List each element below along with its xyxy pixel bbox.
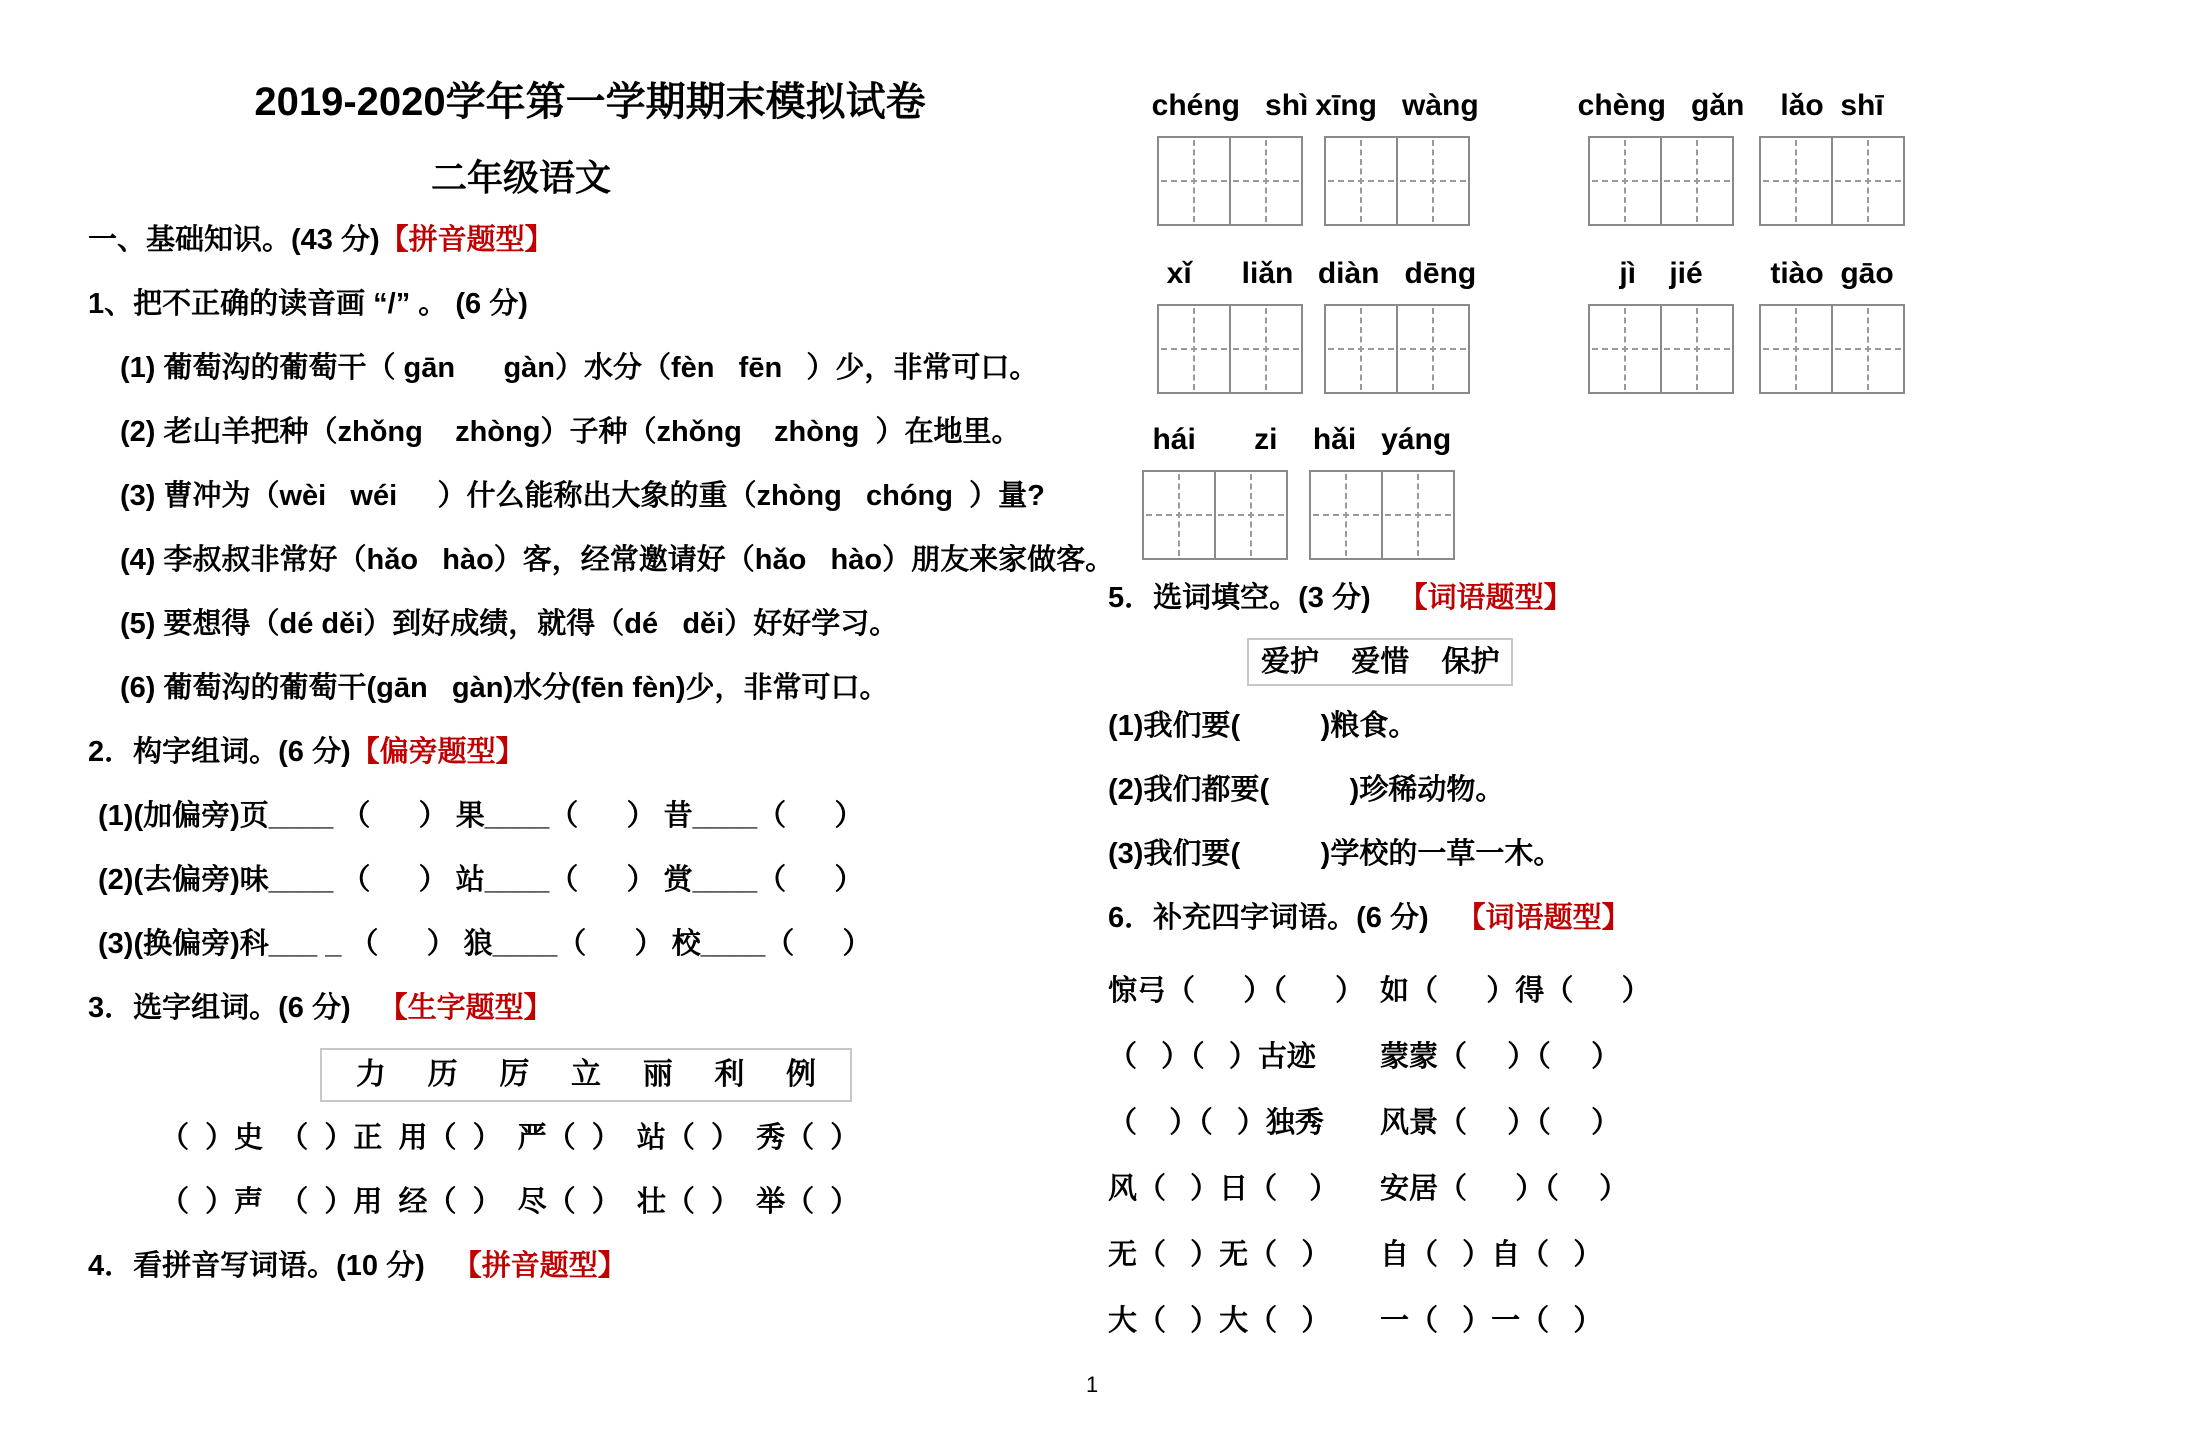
q3-character-bank-row bbox=[320, 1048, 1118, 1106]
page-subtitle: 二年级语文 bbox=[430, 157, 611, 198]
q2-type-tag: 【偏旁题型】 bbox=[350, 736, 525, 768]
q2-item-1: (1)(加偏旁)页____ （ ） 果____（ ） 昔____（ ） bbox=[98, 800, 864, 832]
q4-label: 4．看拼音写词语。(10 分) bbox=[88, 1250, 425, 1282]
pinyin-grid-row-1 bbox=[1100, 88, 2140, 226]
pinyin-word-block bbox=[1309, 422, 1455, 560]
q5-word-bank-row bbox=[1247, 638, 2140, 686]
q3-row-1: （ ）史 （ ）正 用（ ） 严（ ） 站（ ） 秀（ ） bbox=[160, 1122, 860, 1154]
pinyin-word-block bbox=[1315, 88, 1479, 226]
pinyin-label: xīng wàng bbox=[1315, 89, 1479, 122]
q6-row-4 bbox=[1108, 1156, 2140, 1222]
q2-heading bbox=[88, 720, 1118, 784]
q6-item: 无（ ）无（ ） bbox=[1108, 1239, 1331, 1271]
q6-type-tag: 【词语题型】 bbox=[1456, 902, 1631, 934]
grid-cell bbox=[1761, 138, 1831, 224]
pinyin-word-block bbox=[1142, 422, 1288, 560]
pinyin-label: chèng gǎn bbox=[1577, 89, 1745, 122]
q1-item-2: (2) 老山羊把种（zhǒng zhòng）子种（zhǒng zhòng ）在地里。 bbox=[120, 416, 1021, 448]
q3-type-tag: 【生字题型】 bbox=[378, 992, 553, 1024]
q2-label: 2．构字组词。(6 分) bbox=[88, 736, 351, 768]
q5-heading bbox=[1108, 566, 2140, 630]
q6-item: （ ）（ ）古迹 bbox=[1108, 1041, 1316, 1073]
q5-item-1: (1)我们要( )粮食。 bbox=[1108, 710, 1418, 742]
q1-heading: 1、把不正确的读音画 “/” 。 (6 分) bbox=[88, 288, 528, 320]
pinyin-label: tiào gāo bbox=[1770, 257, 1894, 290]
right-column bbox=[1100, 0, 2140, 1354]
writing-grid bbox=[1588, 304, 1734, 394]
pinyin-grid-row-2 bbox=[1100, 256, 2140, 394]
pinyin-label: jì jié bbox=[1619, 257, 1703, 290]
q6-item: 如（ ）得（ ） bbox=[1380, 975, 1651, 1007]
pinyin-word-block bbox=[1759, 256, 1905, 394]
grid-cell bbox=[1311, 472, 1381, 558]
grid-cell bbox=[1326, 138, 1396, 224]
q1-item-4: (4) 李叔叔非常好（hǎo hào）客，经常邀请好（hǎo hào）朋友来家做客。 bbox=[120, 544, 1115, 576]
q4-type-tag: 【拼音题型】 bbox=[452, 1250, 627, 1282]
q6-label: 6．补充四字词语。(6 分) bbox=[1108, 902, 1429, 934]
grid-cell bbox=[1831, 306, 1903, 392]
grid-cell bbox=[1159, 306, 1229, 392]
q6-item: 自（ ）自（ ） bbox=[1380, 1239, 1603, 1271]
pinyin-word-block bbox=[1151, 88, 1309, 226]
pinyin-word-block bbox=[1588, 256, 1734, 394]
q6-row-3 bbox=[1108, 1090, 2140, 1156]
pinyin-word-block bbox=[1317, 256, 1477, 394]
section-1-label: 一、基础知识。(43 分) bbox=[88, 224, 380, 256]
q6-item: 一（ ）一（ ） bbox=[1380, 1305, 1603, 1337]
page-title: 2019-2020学年第一学期期末模拟试卷 bbox=[254, 80, 926, 124]
grid-cell bbox=[1396, 306, 1468, 392]
q5-word-bank: 爱护 爱惜 保护 bbox=[1247, 638, 1513, 686]
q1-item-3: (3) 曹冲为（wèi wéi ）什么能称出大象的重（zhòng chóng ）量? bbox=[120, 480, 1045, 512]
left-column bbox=[88, 208, 1118, 1298]
pinyin-word-block bbox=[1577, 88, 1745, 226]
grid-cell bbox=[1590, 306, 1660, 392]
section-1-heading bbox=[88, 208, 1118, 272]
pinyin-label: hǎi yáng bbox=[1312, 423, 1452, 456]
grid-cell bbox=[1326, 306, 1396, 392]
q6-item: 安居（ ）（ ） bbox=[1380, 1173, 1629, 1205]
grid-cell bbox=[1214, 472, 1286, 558]
pinyin-grid-row-3 bbox=[1100, 422, 2140, 560]
pinyin-label: diàn dēng bbox=[1317, 257, 1477, 290]
q2-item-3: (3)(换偏旁)科___ _ （ ） 狼____（ ） 校____（ ） bbox=[98, 928, 872, 960]
q5-item-3: (3)我们要( )学校的一草一木。 bbox=[1108, 838, 1563, 870]
grid-cell bbox=[1761, 306, 1831, 392]
q6-item: （ ）（ ）独秀 bbox=[1108, 1107, 1324, 1139]
pinyin-label: chéng shì bbox=[1151, 89, 1309, 122]
q1-item-6: (6) 葡萄沟的葡萄干(gān gàn)水分(fēn fèn)少，非常可口。 bbox=[120, 672, 889, 704]
q2-item-2: (2)(去偏旁)味____ （ ） 站____（ ） 赏____（ ） bbox=[98, 864, 864, 896]
q5-type-tag: 【词语题型】 bbox=[1398, 582, 1573, 614]
q5-item-2: (2)我们都要( )珍稀动物。 bbox=[1108, 774, 1505, 806]
section-1-type-tag: 【拼音题型】 bbox=[379, 224, 554, 256]
writing-grid bbox=[1324, 304, 1470, 394]
writing-grid bbox=[1759, 304, 1905, 394]
q4-heading bbox=[88, 1234, 1118, 1298]
grid-cell bbox=[1660, 138, 1732, 224]
grid-cell bbox=[1590, 138, 1660, 224]
writing-grid bbox=[1588, 136, 1734, 226]
pinyin-word-block bbox=[1759, 88, 1905, 226]
page-number: 1 bbox=[1086, 1372, 1099, 1397]
writing-grid bbox=[1759, 136, 1905, 226]
q6-item: 风景（ ）（ ） bbox=[1380, 1107, 1621, 1139]
grid-cell bbox=[1396, 138, 1468, 224]
q6-row-1 bbox=[1108, 958, 2140, 1024]
writing-grid bbox=[1157, 304, 1303, 394]
q5-label: 5．选词填空。(3 分) bbox=[1108, 582, 1371, 614]
grid-cell bbox=[1229, 138, 1301, 224]
writing-grid bbox=[1142, 470, 1288, 560]
q6-row-2 bbox=[1108, 1024, 2140, 1090]
grid-cell bbox=[1381, 472, 1453, 558]
q6-heading bbox=[1108, 886, 2140, 950]
q3-label: 3．选字组词。(6 分) bbox=[88, 992, 351, 1024]
q6-item: 风（ ）日（ ） bbox=[1108, 1173, 1339, 1205]
q6-row-6 bbox=[1108, 1288, 2140, 1354]
q3-row-2: （ ）声 （ ）用 经（ ） 尽（ ） 壮（ ） 举（ ） bbox=[160, 1186, 860, 1218]
grid-cell bbox=[1831, 138, 1903, 224]
pinyin-label: xǐ liǎn bbox=[1166, 257, 1294, 290]
writing-grid bbox=[1309, 470, 1455, 560]
q3-heading bbox=[88, 976, 1118, 1040]
grid-cell bbox=[1159, 138, 1229, 224]
q1-item-1: (1) 葡萄沟的葡萄干（ gān gàn）水分（fèn fēn ）少，非常可口。 bbox=[120, 352, 1039, 384]
writing-grid bbox=[1157, 136, 1303, 226]
writing-grid bbox=[1324, 136, 1470, 226]
pinyin-label: hái zi bbox=[1152, 423, 1278, 456]
q3-character-bank: 力 历 厉 立 丽 利 例 bbox=[320, 1048, 852, 1102]
grid-cell bbox=[1229, 306, 1301, 392]
q6-item: 惊弓（ ）（ ） bbox=[1108, 975, 1365, 1007]
pinyin-label: lǎo shī bbox=[1780, 89, 1884, 122]
grid-cell bbox=[1660, 306, 1732, 392]
q6-item: 蒙蒙（ ）（ ） bbox=[1380, 1041, 1621, 1073]
pinyin-word-block bbox=[1157, 256, 1303, 394]
q1-item-5: (5) 要想得（dé děi）到好成绩，就得（dé děi）好好学习。 bbox=[120, 608, 899, 640]
grid-cell bbox=[1144, 472, 1214, 558]
q6-item: 大（ ）大（ ） bbox=[1108, 1305, 1331, 1337]
q6-row-5 bbox=[1108, 1222, 2140, 1288]
